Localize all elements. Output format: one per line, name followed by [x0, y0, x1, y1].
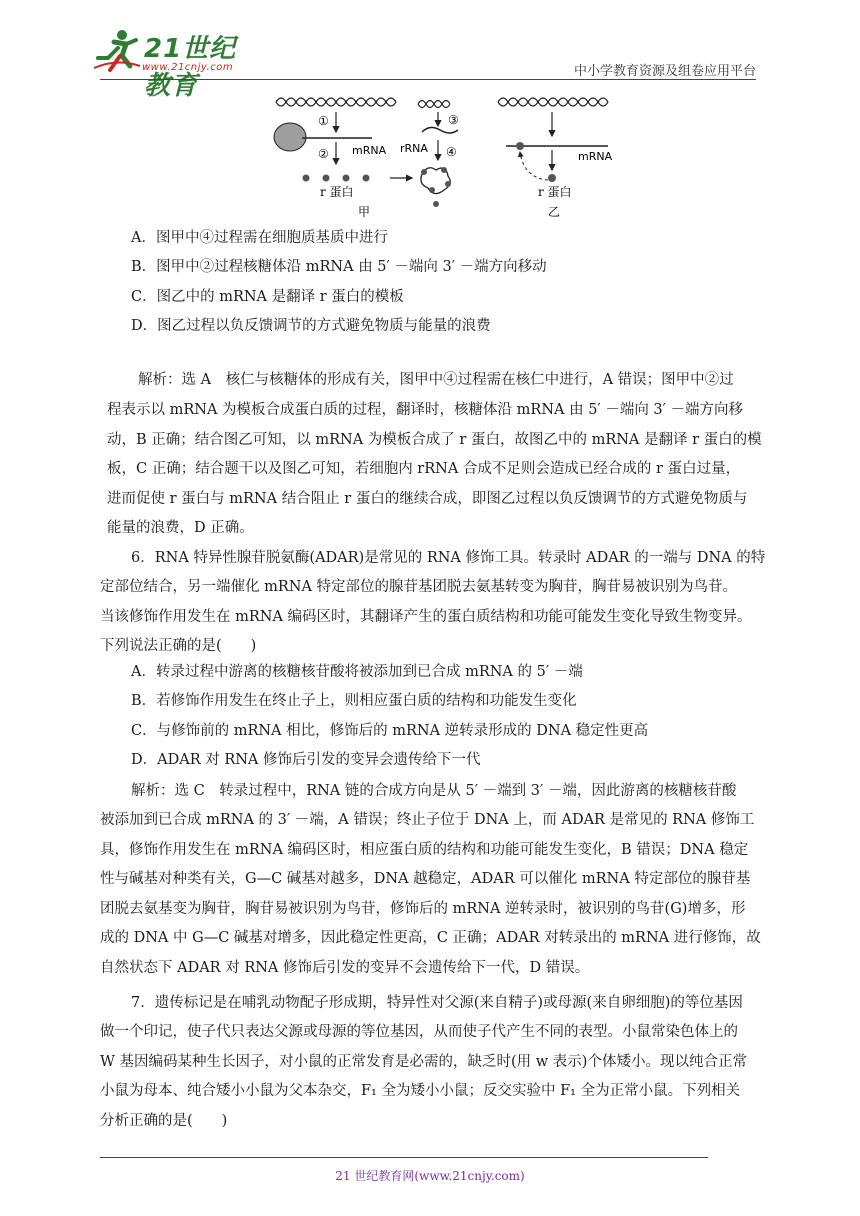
label-1: ①: [318, 114, 329, 128]
runner-logo-icon: [92, 28, 142, 74]
logo-main-text: 21世纪教育: [144, 34, 237, 101]
q5-option-d: D．图乙过程以负反馈调节的方式避免物质与能量的浪费: [131, 318, 491, 334]
q7-stem-line: 做一个印记，使子代只表达父源或母源的等位基因，从而使子代产生不同的表型。小鼠常染色体上的: [100, 1024, 738, 1040]
rrna-label: rRNA: [400, 142, 428, 155]
q7-stem-line: W 基因编码某种生长因子，对小鼠的正常发育是必需的，缺乏时(用 w 表示)个体矮小。现以纯合正常: [100, 1054, 747, 1070]
jia-label: 甲: [358, 205, 371, 219]
label-4: ④: [446, 145, 457, 159]
q6-analysis-line: 解析：选 C 转录过程中，RNA 链的合成方向是从 5′ －端到 3′ －端，因此游离的核糖核苷酸: [131, 783, 737, 799]
mrna-label-right: mRNA: [578, 150, 613, 163]
r-protein-label-left: r 蛋白: [320, 185, 354, 199]
q6-option-a: A．转录过程中游离的核糖核苷酸将被添加到已合成 mRNA 的 5′ －端: [131, 664, 583, 680]
mrna-label-left: mRNA: [352, 144, 387, 157]
q7-stem-line: 小鼠为母本、纯合矮小小鼠为父本杂交，F₁ 全为矮小小鼠；反交实验中 F₁ 全为正常小鼠。下列相关: [100, 1083, 741, 1099]
q6-analysis-line: 具，修饰作用发生在 mRNA 编码区时，相应蛋白质的结构和功能可能发生变化，B 错误；DNA 稳定: [100, 842, 749, 858]
q5-analysis-line: 板，C 正确；结合题干以及图乙可知，若细胞内 rRNA 合成不足则会造成已经合成的 r 蛋白过量，: [107, 461, 741, 477]
footer-divider: [100, 1157, 708, 1158]
label-2: ②: [318, 147, 329, 161]
r-protein-label-right: r 蛋白: [538, 185, 572, 199]
label-3: ③: [448, 113, 459, 127]
yi-label: 乙: [548, 205, 561, 219]
page-header: [0, 0, 860, 101]
logo-url-text: www.21cnjy.com: [142, 62, 234, 73]
q5-analysis-line: 能量的浪费，D 正确。: [107, 520, 254, 536]
q5-option-b: B．图甲中②过程核糖体沿 mRNA 由 5′ －端向 3′ －端方向移动: [131, 259, 547, 275]
q5-analysis-line: 程表示以 mRNA 为模板合成蛋白质的过程，翻译时，核糖体沿 mRNA 由 5′ －端向 3′ －端方向移: [107, 402, 744, 418]
ribosome-diagram: [262, 92, 632, 222]
q6-option-b: B．若修饰作用发生在终止子上，则相应蛋白质的结构和功能发生变化: [131, 693, 577, 709]
q6-analysis-line: 自然状态下 ADAR 对 RNA 修饰后引发的变异不会遗传给下一代，D 错误。: [100, 960, 590, 976]
rrna-strand: [422, 127, 458, 133]
site-logo: [92, 28, 262, 101]
header-divider: [100, 79, 756, 80]
q6-stem-line: 6．RNA 特异性腺苷脱氨酶(ADAR)是常见的 RNA 修饰工具。转录时 ADAR 的一端与 DNA 的特: [131, 550, 766, 566]
q6-stem-line: 当该修饰作用发生在 mRNA 编码区时，其翻译产生的蛋白质结构和功能可能发生变化导致生物变异。: [100, 609, 752, 625]
dna-helix-middle: [418, 101, 450, 108]
q6-analysis-line: 成的 DNA 中 G—C 碱基对增多，因此稳定性更高，C 正确；ADAR 对转录出的 mRNA 进行修饰，故: [100, 930, 761, 946]
q6-stem-line: 下列说法正确的是( ): [100, 638, 257, 654]
q5-option-a: A．图甲中④过程需在细胞质基质中进行: [131, 230, 388, 246]
q6-option-c: C．与修饰前的 mRNA 相比，修饰后的 mRNA 逆转录形成的 DNA 稳定性更高: [131, 723, 649, 739]
q6-option-d: D．ADAR 对 RNA 修饰后引发的变异会遗传给下一代: [131, 752, 481, 768]
q6-analysis-line: 被添加到已合成 mRNA 的 3′ －端，A 错误；终止子位于 DNA 上，而 ADAR 是常见的 RNA 修饰工: [100, 812, 755, 828]
dna-helix-right: [498, 98, 608, 106]
nucleolus-shape: [274, 123, 306, 151]
dna-helix-left: [276, 98, 396, 106]
q6-stem-line: 定部位结合，另一端催化 mRNA 特定部位的腺苷基团脱去氨基转变为胸苷，胸苷易被识别为鸟苷。: [100, 579, 738, 595]
q5-option-c: C．图乙中的 mRNA 是翻译 r 蛋白的模板: [131, 289, 404, 305]
ribosome-complex: [421, 167, 451, 207]
q5-analysis-line: 解析：选 A 核仁与核糖体的形成有关，图甲中④过程需在核仁中进行，A 错误；图甲中②过: [138, 372, 734, 388]
q7-stem-line: 分析正确的是( ): [100, 1113, 228, 1129]
q6-analysis-line: 性与碱基对种类有关，G—C 碱基对越多，DNA 越稳定，ADAR 可以催化 mRNA 特定部位的腺苷基: [100, 871, 751, 887]
q6-analysis-line: 团脱去氨基变为胸苷，胸苷易被识别为鸟苷，修饰后的 mRNA 逆转录时，被识别的鸟苷(G)增多，形: [100, 901, 746, 917]
q5-analysis-line: 动，B 正确；结合图乙可知，以 mRNA 为模板合成了 r 蛋白，故图乙中的 mRNA 是翻译 r 蛋白的模: [107, 432, 762, 448]
q5-analysis-line: 进而促使 r 蛋白与 mRNA 结合阻止 r 蛋白的继续合成，即图乙过程以负反馈调节的方式避免物质与: [107, 491, 748, 507]
feedback-arrow: [520, 152, 548, 180]
q7-stem-line: 7．遗传标记是在哺乳动物配子形成期，特异性对父源(来自精子)或母源(来自卵细胞)的等位基因: [131, 995, 743, 1011]
page-footer[interactable]: 21 世纪教育网(www.21cnjy.com): [335, 1169, 525, 1183]
platform-name: 中小学教育资源及组卷应用平台: [573, 64, 756, 79]
